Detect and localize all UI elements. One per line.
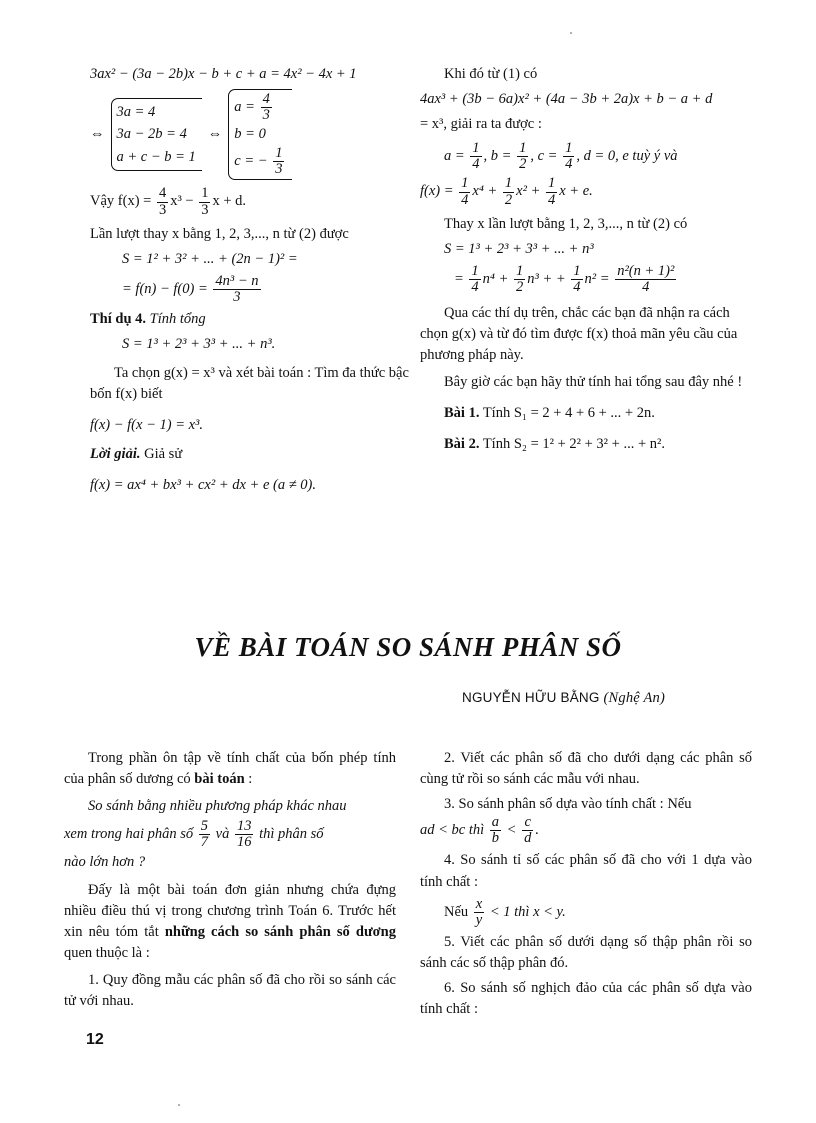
fraction (490, 815, 501, 846)
method-1: 1. Quy đồng mẫu các phân số đã cho rồi so sánh các tử với nhau. (64, 971, 396, 1009)
text: : (248, 771, 253, 788)
scan-speck (178, 1104, 180, 1106)
right-bottom-column (420, 748, 752, 1026)
thay-text: Thay x lần lượt bằng 1, 2, 3,..., n từ (2) có (444, 215, 688, 232)
sum-line: S = 1² + 3² + ... + (2n − 1)² = (122, 250, 298, 267)
system-1-row: a + c − b = 1 (116, 148, 196, 165)
numerator: 1 (201, 185, 209, 202)
method-2: 2. Viết các phân số đã cho dưới dạng các phân số cùng tử rồi so sánh các mẫu với nhau. (420, 750, 752, 788)
khi-do-text: Khi đó từ (1) có (444, 66, 538, 82)
left-top-column (90, 64, 420, 500)
author-name: NGUYỄN HỮU BẰNG (462, 690, 600, 705)
problem-line-2 (64, 819, 396, 850)
system-2-row: b = 0 (234, 126, 266, 143)
text: n⁴ + (482, 271, 509, 287)
polynomial: f(x) = ax⁴ + bx³ + cx² + dx + e (a ≠ 0). (90, 477, 317, 494)
text: x + e. (559, 183, 593, 200)
denominator: 4 (573, 279, 581, 296)
cube-sum-result (420, 264, 760, 295)
denominator: 4 (565, 156, 573, 173)
denominator: y (475, 911, 483, 928)
problem-line-3: nào lớn hơn ? (64, 854, 146, 871)
system-2-c: c = − (234, 152, 268, 169)
numerator: 1 (516, 262, 524, 279)
text: a = (444, 148, 465, 165)
iff-symbol: ⇔ (90, 126, 105, 143)
numerator: n²(n + 1)² (617, 262, 675, 279)
fraction (514, 264, 525, 295)
text: Đấy là một bài toán đơn giản nhưng chứa đựng nhiều điều thú vị trong chương trình Toán 6. Trước hết xin nêu tóm tắt (64, 881, 396, 940)
numerator: x (475, 895, 483, 912)
sum-result (90, 274, 420, 305)
text: < 1 thì x < y. (489, 903, 566, 920)
text: x + d. (212, 193, 247, 210)
result-fx (90, 186, 420, 217)
denominator: 2 (504, 191, 513, 208)
numerator: 1 (519, 140, 527, 157)
substitution-text: Lần lượt thay x bằng 1, 2, 3,..., n từ (2) được (90, 225, 349, 242)
exercise-label: Bài 2. (444, 436, 480, 453)
system-2-row (234, 146, 286, 177)
intro-paragraph (64, 748, 396, 790)
fraction (546, 176, 557, 207)
numerator: 4 (262, 91, 270, 108)
denominator: 3 (213, 289, 260, 305)
method-4-formula (420, 897, 752, 928)
methods-intro (64, 880, 396, 964)
text: Nếu (444, 903, 469, 920)
denominator: 2 (516, 279, 524, 296)
text: = (454, 271, 464, 287)
fraction (157, 186, 168, 217)
fraction (199, 186, 210, 217)
denominator: 2 (519, 156, 527, 173)
fraction (213, 274, 260, 305)
article-title: VỀ BÀI TOÁN SO SÁNH PHÂN SỐ (194, 632, 622, 662)
denominator: b (491, 830, 500, 847)
qua-paragraph: Qua các thí dụ trên, chắc các bạn đã nhận ra cách chọn g(x) và từ đó tìm được f(x) thoả mãn yêu cầu của phương pháp này. (420, 305, 738, 364)
scan-speck (570, 32, 572, 34)
fraction (469, 264, 480, 295)
bay-gio-paragraph: Bây giờ các bạn hãy thử tính hai tổng sau đây nhé ! (444, 374, 743, 391)
numerator: c (524, 814, 531, 831)
numerator: 1 (565, 140, 573, 157)
denominator: 3 (262, 107, 270, 124)
fraction (199, 819, 210, 850)
text: Vậy f(x) = (90, 193, 152, 210)
fraction (474, 897, 484, 928)
text: , c = (530, 148, 558, 165)
system-2-a: a = (234, 99, 255, 116)
left-bottom-column (64, 748, 396, 1018)
denominator: 3 (201, 201, 209, 218)
denominator: 3 (158, 201, 167, 218)
denominator: 4 (471, 279, 479, 296)
text: < (506, 822, 517, 839)
numerator: 1 (504, 175, 513, 192)
text: thì phân số (259, 826, 324, 843)
equation-line: 3ax² − (3a − 2b)x − b + c + a = 4x² − 4x + 1 (90, 66, 357, 82)
text: x³ − (170, 193, 194, 210)
article-author (462, 688, 665, 709)
text: x⁴ + (472, 183, 498, 200)
text: quen thuộc là : (64, 944, 150, 961)
fraction (517, 141, 528, 172)
condition: f(x) − f(x − 1) = x³. (90, 417, 204, 434)
expansion: 4ax³ + (3b − 6a)x² + (4a − 3b + 2a)x + b − a + d (420, 91, 713, 108)
numerator: 1 (275, 144, 283, 161)
fraction (470, 141, 481, 172)
text: ad < bc thì (420, 822, 485, 839)
system-1 (111, 98, 202, 171)
numerator: 13 (236, 818, 252, 835)
numerator: 4n³ − n (215, 272, 259, 289)
exercise-text: Tính S₁ = 2 + 4 + 6 + ... + 2n. (482, 405, 655, 422)
text: xem trong hai phân số (64, 826, 194, 843)
coefficient-values (420, 141, 760, 172)
denominator: 3 (275, 161, 283, 178)
denominator: 4 (615, 279, 676, 295)
denominator: 4 (472, 156, 480, 173)
system-2 (228, 89, 292, 180)
method-6: 6. So sánh số nghịch đảo của các phân số dựa vào tính chất : (420, 979, 752, 1017)
right-top-column (420, 64, 760, 461)
numerator: a (491, 814, 500, 831)
method-4: 4. So sánh tỉ số các phân số đã cho với 1 dựa vào tính chất : (420, 852, 752, 890)
text: n² = (584, 271, 610, 287)
page-number: 12 (86, 1031, 104, 1048)
fraction (522, 815, 533, 846)
text: Trong phần ôn tập về tính chất của bốn phép tính của phân số dương có (64, 750, 396, 788)
fraction (503, 176, 514, 207)
denominator: 4 (548, 191, 556, 208)
bold-term: bài toán (194, 771, 245, 788)
example-sum: S = 1³ + 2³ + 3³ + ... + n³. (122, 336, 276, 353)
method-3: 3. So sánh phân số dựa vào tính chất : Nếu (444, 796, 692, 813)
problem-line-1: So sánh bằng nhiều phương pháp khác nhau (88, 798, 347, 815)
text: , d = 0, e tuỳ ý và (576, 148, 678, 165)
fraction (615, 264, 676, 295)
exercise-label: Bài 1. (444, 405, 480, 422)
method-5: 5. Viết các phân số dưới dạng số thập phân rồi so sánh các số thập phân đó. (420, 933, 752, 971)
solution-label: Lời giải. (90, 446, 141, 463)
text: n³ + + (527, 271, 566, 287)
text: , b = (483, 148, 512, 165)
author-place: (Nghệ An) (603, 690, 666, 706)
example-text: Tính tổng (149, 311, 206, 328)
system-1-row: 3a = 4 (116, 103, 156, 120)
expansion-2: = x³, giải ra ta được : (420, 116, 542, 133)
numerator: 1 (472, 140, 480, 157)
exercise-1 (420, 403, 760, 424)
example-4 (90, 309, 420, 330)
system-1-row: 3a − 2b = 4 (116, 126, 187, 143)
denominator: 16 (236, 834, 252, 851)
text: x² + (516, 183, 541, 200)
text: = f(n) − f(0) = (122, 280, 208, 297)
fraction (235, 819, 254, 850)
example-label: Thí dụ 4. (90, 311, 147, 328)
numerator: 1 (471, 262, 479, 279)
text: . (535, 822, 539, 839)
fraction (563, 141, 574, 172)
exercise-text: Tính S₂ = 1² + 2² + 3² + ... + n². (482, 436, 665, 453)
solution (90, 444, 420, 465)
numerator: 4 (158, 185, 167, 202)
system-2-row (234, 92, 286, 123)
fx-result (420, 176, 760, 207)
method-3-formula (420, 815, 752, 846)
iff-symbol: ⇔ (207, 126, 223, 143)
equation-system (90, 89, 420, 180)
denominator: 4 (461, 191, 469, 208)
exercise-2 (420, 434, 760, 455)
fraction (459, 176, 470, 207)
bold-term: những cách so sánh phân số dương (164, 923, 396, 940)
numerator: 1 (548, 175, 556, 192)
text: và (215, 826, 230, 843)
numerator: 1 (573, 262, 581, 279)
numerator: 5 (200, 818, 209, 835)
fraction (571, 264, 582, 295)
denominator: 7 (200, 834, 209, 851)
fraction (261, 92, 272, 123)
cube-sum: S = 1³ + 2³ + 3³ + ... + n³ (444, 240, 594, 257)
numerator: 1 (461, 175, 469, 192)
choose-paragraph: Ta chọn g(x) = x³ và xét bài toán : Tìm đa thức bậc bốn f(x) biết (90, 365, 409, 403)
denominator: d (524, 830, 532, 847)
solution-text: Giả sử (144, 446, 183, 463)
fraction (273, 146, 284, 177)
text: f(x) = (420, 183, 454, 200)
